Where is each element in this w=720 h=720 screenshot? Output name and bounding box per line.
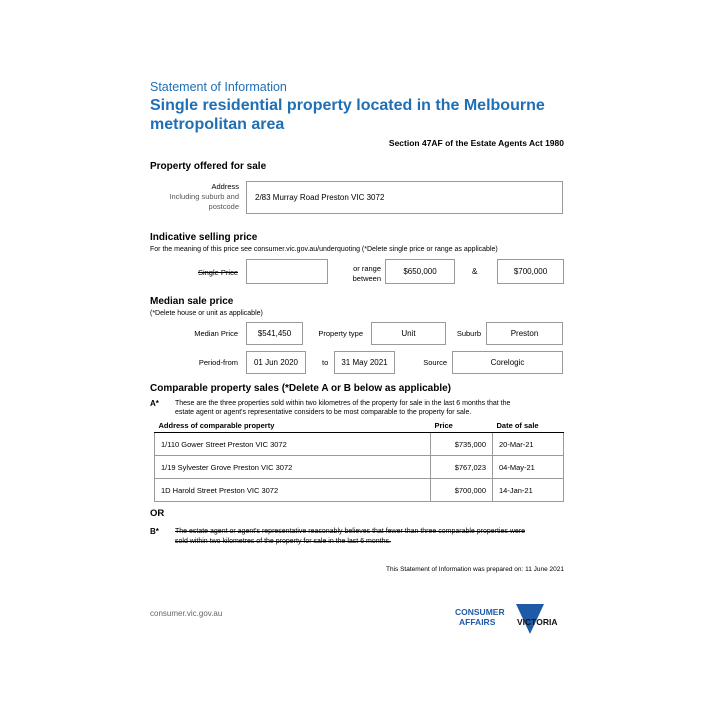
range-separator: & <box>472 267 478 276</box>
to-label: to <box>322 358 329 367</box>
source-label: Source <box>423 358 447 367</box>
suburb-label: Suburb <box>456 329 481 338</box>
or-label: OR <box>150 508 165 519</box>
row-address: 1/19 Sylvester Grove Preston VIC 3072 <box>155 456 431 479</box>
act-reference: Section 47AF of the Estate Agents Act 1980 <box>388 138 564 148</box>
period-to-field[interactable] <box>334 351 395 374</box>
property-type-label: Property type <box>318 329 363 338</box>
comparable-table <box>154 421 564 502</box>
suburb-field[interactable] <box>486 322 563 345</box>
property-type-value: Unit <box>401 329 416 338</box>
row-price: $767,023 <box>431 456 493 479</box>
option-b-text-line1: The estate agent or agent's representative reasonably believes that fewer than three comparable properties were <box>175 528 525 535</box>
period-to-value: 31 May 2021 <box>341 358 388 367</box>
table-row <box>155 479 564 502</box>
table-row <box>155 433 564 456</box>
column-price: Price <box>431 421 493 433</box>
indicative-section-title: Indicative selling price <box>150 232 258 243</box>
prepared-on: This Statement of Information was prepared on: 11 June 2021 <box>385 566 564 573</box>
logo-consumer: CONSUMER <box>455 607 505 617</box>
suburb-value: Preston <box>510 329 539 338</box>
row-address: 1D Harold Street Preston VIC 3072 <box>155 479 431 502</box>
source-value: Corelogic <box>490 358 525 367</box>
period-from-value: 01 Jun 2020 <box>253 358 299 367</box>
row-date: 14-Jan-21 <box>493 479 564 502</box>
single-price-field[interactable] <box>246 259 328 284</box>
option-a-text-line1: These are the three properties sold within two kilometres of the property for sale in the last 6 months that the <box>175 400 511 407</box>
address-sublabel-2: postcode <box>208 202 239 211</box>
indicative-note: For the meaning of this price see consumer.vic.gov.au/underquoting (*Delete single price or range as applicable) <box>150 246 498 253</box>
period-from-label: Period-from <box>198 358 238 367</box>
address-sublabel-1: Including suburb and <box>169 192 239 201</box>
address-value: 2/83 Murray Road Preston VIC 3072 <box>255 193 385 202</box>
median-price-field[interactable] <box>246 322 303 345</box>
address-label-main: Address <box>211 182 239 191</box>
column-address: Address of comparable property <box>155 421 431 433</box>
address-field[interactable] <box>246 181 563 214</box>
single-price-label: Single Price <box>197 268 238 277</box>
median-price-label: Median Price <box>194 329 238 338</box>
main-title-line2: metropolitan area <box>150 116 285 133</box>
range-label <box>321 264 381 284</box>
range-label-1: or range <box>353 264 381 273</box>
column-date: Date of sale <box>493 421 564 433</box>
median-price-value: $541,450 <box>257 329 292 338</box>
property-section-title: Property offered for sale <box>150 161 267 172</box>
range-high-field[interactable] <box>497 259 564 284</box>
statement-title: Statement of Information <box>150 80 287 94</box>
median-note: (*Delete house or unit as applicable) <box>150 310 263 317</box>
option-b-marker: B* <box>150 527 159 536</box>
comparable-section-title: Comparable property sales (*Delete A or B below as applicable) <box>150 383 452 394</box>
range-label-2: between <box>352 274 381 283</box>
website-link[interactable]: consumer.vic.gov.au <box>150 609 223 618</box>
option-a-text-line2: estate agent or agent's representative considers to be most comparable to the property for sale. <box>175 409 472 416</box>
logo-victoria: VICTORIA <box>517 617 558 627</box>
table-row <box>155 456 564 479</box>
median-section-title: Median sale price <box>150 296 234 307</box>
logo-affairs: AFFAIRS <box>459 617 496 627</box>
option-b-text-line2: sold within two kilometres of the property for sale in the last 6 months. <box>175 538 391 545</box>
row-address: 1/110 Gower Street Preston VIC 3072 <box>155 433 431 456</box>
option-a-text <box>175 399 510 417</box>
range-low-field[interactable] <box>385 259 455 284</box>
comparable-table-header <box>155 421 564 433</box>
row-price: $700,000 <box>431 479 493 502</box>
consumer-affairs-logo <box>455 604 567 638</box>
option-b-text <box>175 527 525 547</box>
option-a-marker: A* <box>150 399 159 408</box>
row-price: $735,000 <box>431 433 493 456</box>
property-type-field[interactable] <box>371 322 446 345</box>
source-field[interactable] <box>452 351 563 374</box>
range-high-value: $700,000 <box>513 267 548 276</box>
row-date: 04-May-21 <box>493 456 564 479</box>
row-date: 20-Mar-21 <box>493 433 564 456</box>
range-low-value: $650,000 <box>403 267 437 276</box>
period-from-field[interactable] <box>246 351 306 374</box>
main-title-line1: Single residential property located in the Melbourne <box>150 97 545 114</box>
address-label <box>139 182 239 212</box>
